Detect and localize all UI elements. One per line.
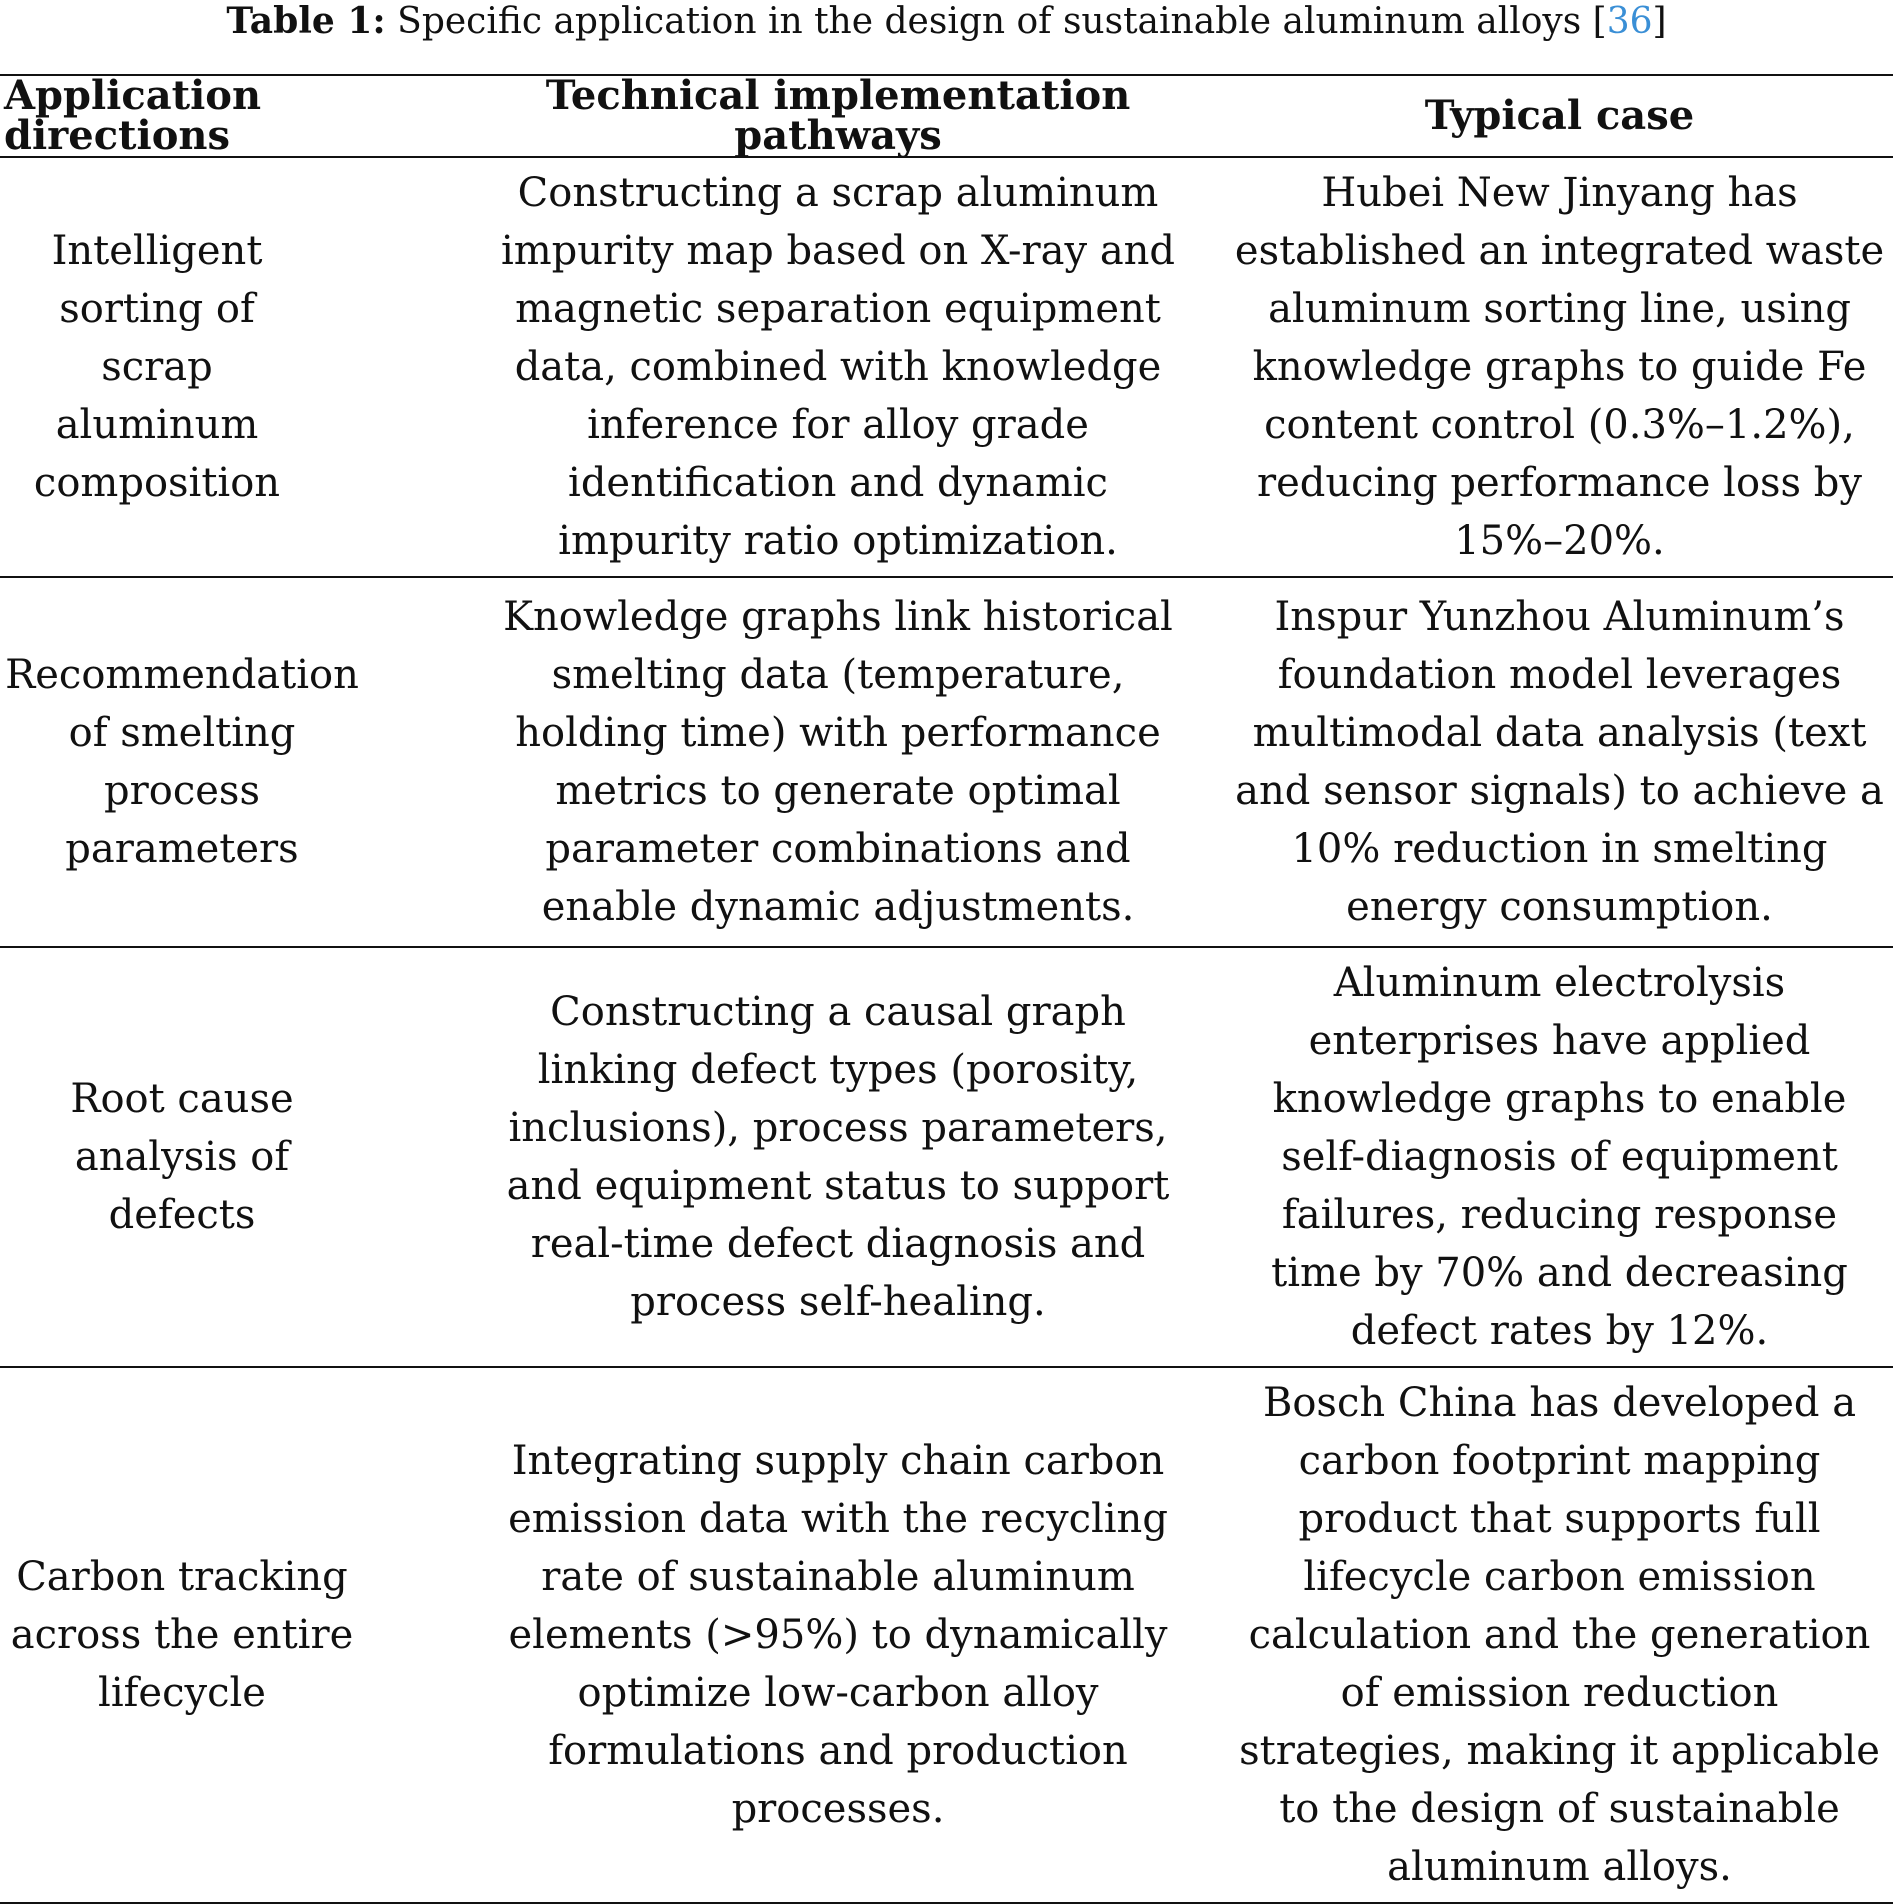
- cell-direction: Recommendation of smelting process parameters: [5, 652, 359, 872]
- header-technical-pathways: Technical implementation pathways: [545, 72, 1131, 159]
- table-body: [0, 157, 1893, 1903]
- cell-pathway: Constructing a causal graph linking defect types (porosity, inclusions), process parameters, and equipment status to support real-time defect diagnosis and process self-healing.: [506, 989, 1170, 1325]
- caption-close-bracket: ]: [1652, 1, 1667, 42]
- table-row: [0, 1367, 1893, 1903]
- cell-case: Inspur Yunzhou Aluminum’s foundation model leverages multimodal data analysis (text and sensor signals) to achieve a 10% reduction in smelting energy consumption.: [1235, 594, 1884, 930]
- cell-pathway: Integrating supply chain carbon emission data with the recycling rate of sustainable aluminum elements (>95%) to dynamically optimize low-carbon alloy formulations and production processes.: [508, 1438, 1168, 1832]
- table-row: [0, 577, 1893, 947]
- header-application-directions: Application directions: [4, 72, 262, 159]
- cell-case: Aluminum electrolysis enterprises have applied knowledge graphs to enable self-diagnosis of equipment failures, reducing response time by 70% and decreasing defect rates by 12%.: [1271, 960, 1848, 1354]
- table-container: [0, 74, 1893, 1904]
- cell-pathway: Constructing a scrap aluminum impurity map based on X-ray and magnetic separation equipment data, combined with knowledge inference for alloy grade identification and dynamic impurity ratio optimization.: [500, 170, 1176, 564]
- cell-direction: Intelligent sorting of scrap aluminum composition: [33, 228, 281, 506]
- table-row: [0, 157, 1893, 577]
- header-typical-case: Typical case: [1424, 92, 1695, 139]
- caption-text: Specific application in the design of sustainable aluminum alloys [: [397, 1, 1607, 42]
- cell-case: Hubei New Jinyang has established an integrated waste aluminum sorting line, using knowledge graphs to guide Fe content control (0.3%–1.2%), reducing performance loss by 15%–20%.: [1234, 170, 1885, 564]
- cell-direction: Carbon tracking across the entire lifecycle: [10, 1554, 354, 1716]
- application-table: [0, 74, 1893, 1904]
- cell-pathway: Knowledge graphs link historical smelting data (temperature, holding time) with performance metrics to generate optimal parameter combinations and enable dynamic adjustments.: [503, 594, 1173, 930]
- citation-link[interactable]: 36: [1606, 1, 1653, 42]
- table-row: [0, 947, 1893, 1367]
- caption-label: Table 1:: [226, 0, 386, 42]
- cell-direction: Root cause analysis of defects: [70, 1076, 294, 1238]
- table-caption: [0, 0, 1893, 42]
- table-header: [0, 72, 1893, 159]
- cell-case: Bosch China has developed a carbon footprint mapping product that supports full lifecycle carbon emission calculation and the generation of emission reduction strategies, making it applicable to the design of sustainable aluminum alloys.: [1239, 1380, 1880, 1890]
- header-row: [0, 75, 1893, 157]
